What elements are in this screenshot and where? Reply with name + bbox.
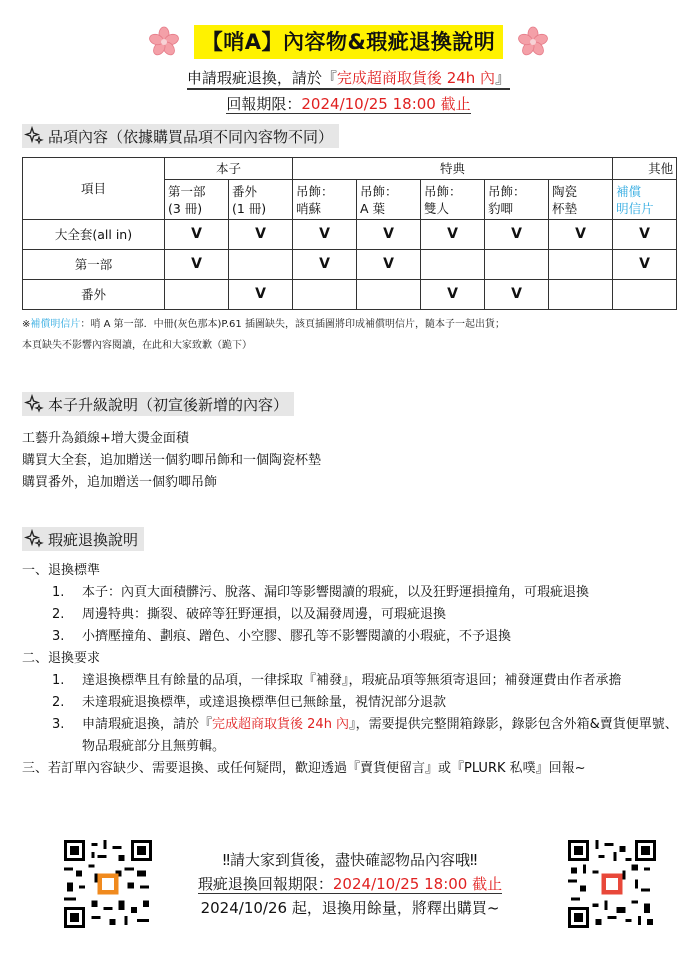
check-cell: V xyxy=(165,220,229,250)
list-text: 本子：內頁大面積髒污、脫落、漏印等影響閱讀的瑕疵，以及狂野運損撞角，可瑕疵退換 xyxy=(82,585,590,600)
subtitle-highlight: 完成超商取貨後 24h 內 xyxy=(336,69,496,87)
list-item xyxy=(22,670,682,692)
check-cell: V xyxy=(613,250,677,280)
section-defect-title: 瑕疵退換說明 xyxy=(48,530,139,549)
check-cell: V xyxy=(357,220,421,250)
sparkle-icon xyxy=(24,126,44,146)
subtitle-underlined xyxy=(187,69,510,90)
qr-code-right xyxy=(568,840,656,928)
section-items-title: 品項內容（依據購買品項不同內容物不同） xyxy=(48,127,334,146)
col-header: 吊飾： 雙人 xyxy=(421,180,485,220)
upgrade-line-2: 購買大全套，追加贈送一個豹唧吊飾和一個陶瓷杯墊 xyxy=(22,453,322,468)
group-other-header: 其他 xyxy=(613,158,677,180)
note-mark: ※ xyxy=(22,319,31,330)
part3-title: 三、若訂單內容缺少、需要退換、或任何疑問，歡迎透過『賣貨便留言』或『PLURK 私噗』回報~ xyxy=(22,761,586,776)
section-upgrade-heading xyxy=(22,392,294,416)
title-row xyxy=(0,24,697,60)
footer-line-3: 2024/10/26 起，退換用餘量，將釋出購買~ xyxy=(200,899,500,917)
row-label: 大全套(all in) xyxy=(23,220,165,250)
flower-icon xyxy=(148,26,180,58)
list-num: 2. xyxy=(52,607,65,622)
check-cell: V xyxy=(229,220,293,250)
section-defect-heading xyxy=(22,527,144,551)
sparkle-icon xyxy=(24,529,44,549)
check-cell: V xyxy=(549,220,613,250)
qr-code-left xyxy=(64,840,152,928)
check-cell: V xyxy=(421,220,485,250)
group-special-header: 特典 xyxy=(293,158,613,180)
footer-notice xyxy=(150,848,550,920)
list-item xyxy=(22,604,682,626)
subtitle-request xyxy=(0,68,697,88)
upgrade-line-3: 購買番外，追加贈送一個豹唧吊飾 xyxy=(22,475,218,490)
deadline-underlined xyxy=(226,95,470,114)
item3-prefix: 申請瑕疵退換，請於『 xyxy=(82,717,213,732)
row-label: 第一部 xyxy=(23,250,165,280)
subtitle-prefix: 申請瑕疵退換，請於『 xyxy=(186,69,337,87)
list-item xyxy=(22,582,682,604)
col-header: 陶瓷 杯墊 xyxy=(549,180,613,220)
col-header: 吊飾： 哨蘇 xyxy=(293,180,357,220)
item3-highlight: 完成超商取貨後 24h 內 xyxy=(212,717,350,732)
check-cell xyxy=(293,280,357,310)
check-cell: V xyxy=(293,250,357,280)
footer-deadline-underlined xyxy=(198,875,502,894)
check-cell xyxy=(229,250,293,280)
col-item-header: 項目 xyxy=(23,158,165,220)
check-cell: V xyxy=(357,250,421,280)
note-highlight: 補償明信片 xyxy=(30,319,81,330)
table-row xyxy=(23,250,677,280)
check-cell: V xyxy=(613,220,677,250)
list-num: 3. xyxy=(52,717,65,732)
check-cell xyxy=(421,250,485,280)
subtitle-deadline xyxy=(0,94,697,114)
items-table xyxy=(22,157,677,310)
page-title: 【哨A】內容物&瑕疵退換說明 xyxy=(194,25,504,59)
list-item xyxy=(22,692,682,714)
footer-line-1: ‼請大家到貨後，盡快確認物品內容哦‼ xyxy=(222,851,478,869)
check-cell xyxy=(549,280,613,310)
deadline-label: 回報期限： xyxy=(226,95,302,113)
list-num: 2. xyxy=(52,695,65,710)
check-cell: V xyxy=(485,280,549,310)
group-book-header: 本子 xyxy=(165,158,293,180)
note-rest: ：哨 A 第一部．中冊(灰色那本)P.61 插圖缺失，該頁插圖將印成補償明信片，隨本子一起出貨； xyxy=(80,319,505,330)
row-label: 番外 xyxy=(23,280,165,310)
deadline-value: 2024/10/25 18:00 截止 xyxy=(301,95,471,113)
sparkle-icon xyxy=(24,394,44,414)
list-item xyxy=(22,714,682,758)
list-text: 小擠壓撞角、劃痕、蹭色、小空膠、膠孔等不影響閱讀的小瑕疵，不予退換 xyxy=(82,629,512,644)
footer-line-2 xyxy=(150,872,550,896)
check-cell: V xyxy=(421,280,485,310)
check-cell xyxy=(357,280,421,310)
check-cell xyxy=(485,250,549,280)
check-cell xyxy=(549,250,613,280)
defect-list xyxy=(22,560,682,780)
upgrade-line-1: 工藝升為鎖線+增大燙金面積 xyxy=(22,431,189,446)
table-row xyxy=(23,220,677,250)
check-cell: V xyxy=(485,220,549,250)
section-items-heading xyxy=(22,124,339,148)
part2-title: 二、退換要求 xyxy=(22,651,101,666)
footer-deadline-label: 瑕疵退換回報期限： xyxy=(197,875,333,893)
table-row xyxy=(23,280,677,310)
check-cell: V xyxy=(293,220,357,250)
col-header: 番外 (1 冊) xyxy=(229,180,293,220)
subtitle-suffix: 』 xyxy=(495,69,511,87)
list-item xyxy=(22,626,682,648)
list-num: 3. xyxy=(52,629,65,644)
flower-icon xyxy=(517,26,549,58)
list-num: 1. xyxy=(52,585,65,600)
item3-suffix: 』，需要提供完整開箱錄影，錄影包含外箱&賣貨便單號、物品瑕疵部分且無剪輯。 xyxy=(82,717,678,754)
check-cell xyxy=(613,280,677,310)
col-header: 第一部 (3 冊) xyxy=(165,180,229,220)
list-text: 達退換標準且有餘量的品項，一律採取『補發』，瑕疵品項等無須寄退回；補發運費由作者承擔 xyxy=(82,673,622,688)
footer-deadline-value: 2024/10/25 18:00 截止 xyxy=(332,875,503,893)
check-cell: V xyxy=(165,250,229,280)
list-num: 1. xyxy=(52,673,65,688)
postcard-note-line1 xyxy=(22,318,505,332)
check-cell xyxy=(165,280,229,310)
col-header: 吊飾： 豹唧 xyxy=(485,180,549,220)
list-text xyxy=(82,714,682,758)
col-header: 吊飾： A 葉 xyxy=(357,180,421,220)
col-header: 補償 明信片 xyxy=(613,180,677,220)
section-upgrade-title: 本子升級說明（初宣後新增的內容） xyxy=(48,395,289,414)
check-cell: V xyxy=(229,280,293,310)
list-text: 未達瑕疵退換標準，或達退換標準但已無餘量，視情況部分退款 xyxy=(82,695,447,710)
postcard-note-line2: 本頁缺失不影響內容閱讀，在此和大家致歉（跪下） xyxy=(22,340,252,351)
list-text: 周邊特典：撕裂、破碎等狂野運損，以及漏發周邊，可瑕疵退換 xyxy=(82,607,447,622)
part1-title: 一、退換標準 xyxy=(22,563,101,578)
